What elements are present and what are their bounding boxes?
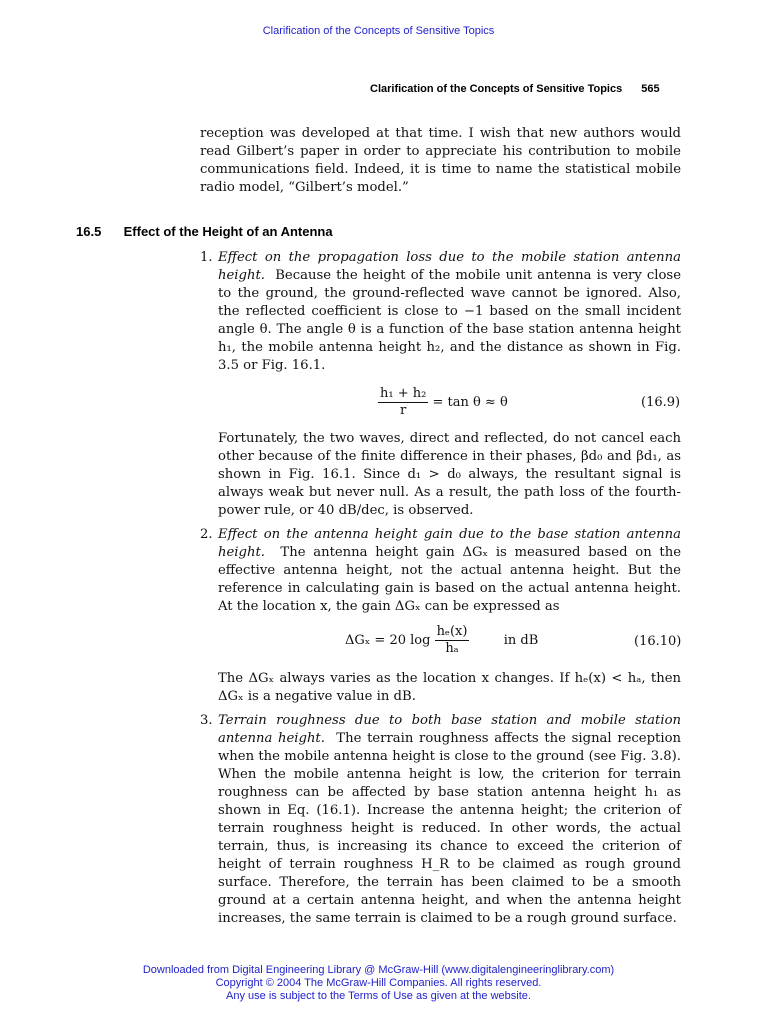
item-text: The terrain roughness affects the signal reception when the mobile antenna height is close to the ground (see Fig. 3.8). When the mobile antenna height is low, the criterion for terrain roughness can be affected by base station antenna height h₁ as shown in Eq. (16.1). Increase the antenna height; the criterion of terrain roughness height is reduced. In other words, the actual terrain, thus, is increasing its chance to exceed the criterion of height of terrain roughness H_R to be claimed as rough ground surface. Therefore, the terrain has been claimed to be a smooth ground at a certain antenna height, and when the antenna height increases, the same terrain is claimed to be a rough ground surface. [218,731,682,926]
item-marker: 1. [200,250,213,265]
equation-16-10 [345,624,538,657]
item-title: Terrain roughness due to both base station and mobile station antenna height. [218,713,681,746]
section-title: Effect of the Height of an Antenna [123,224,333,239]
denominator: hₐ [445,641,459,656]
footer [0,964,757,1003]
item-after-text: The ΔGₓ always varies as the location x changes. If hₑ(x) < hₐ, then ΔGₓ is a negative value in dB. [218,671,681,704]
item-title: Effect on the propagation loss due to the mobile station antenna height. [218,250,681,283]
top-link[interactable]: Clarification of the Concepts of Sensitive Topics [262,25,495,37]
equation-rhs: = tan θ ≈ θ [432,395,508,410]
item-text: The antenna height gain ΔGₓ is measured based on the effective antenna height, not the actual antenna height. But the reference in calculating gain is based on the actual antenna height. At the location x, the gain ΔGₓ can be expressed as [218,545,682,614]
item-text: Because the height of the mobile unit antenna is very close to the ground, the ground-reflected wave cannot be ignored. Also, the reflected coefficient is close to −1 based on the small incident angle θ. The angle θ is a function of the base station antenna height h₁, the mobile antenna height h₂, and the distance as shown in Fig. 3.5 or Fig. 16.1. [218,268,682,373]
list-item-1 [200,249,681,375]
intro-text: reception was developed at that time. I wish that new authors would read Gilbert’s paper in order to appreciate his contribution to mobile communications field. Indeed, it is time to name the statistical mobile radio model, “Gilbert’s model.” [200,126,681,195]
list-item-1-continued [200,430,681,520]
item-body [218,249,681,375]
item-marker: 3. [200,713,213,728]
numerator: h₁ + h₂ [380,386,427,401]
equation-number: (16.10) [634,634,682,649]
item-marker: 2. [200,527,213,542]
equation-unit: in dB [503,633,539,648]
list-item-3 [200,712,681,928]
intro-paragraph [200,125,681,197]
item-title: Effect on the antenna height gain due to the base station antenna height. [218,527,681,560]
section-number: 16.5 [76,224,102,239]
denominator: r [400,403,407,418]
footer-download-link[interactable]: Downloaded from Digital Engineering Library @ McGraw-Hill (www.digitalengineeringlibrary.com) [142,964,615,976]
running-title: Clarification of the Concepts of Sensitive Topics [370,83,623,95]
running-head [370,83,660,95]
footer-terms-link[interactable]: Any use is subject to the Terms of Use as given at the website. [226,990,531,1002]
list-item-2 [200,526,681,616]
section-heading [76,224,333,239]
equation-number: (16.9) [641,395,681,410]
page-number: 565 [641,83,660,95]
list-item-2-continued [200,670,681,706]
fraction [378,386,428,419]
fraction [435,624,470,657]
numerator: hₑ(x) [436,624,468,639]
item-after-text: Fortunately, the two waves, direct and reflected, do not cancel each other because of the finite difference in their phases, βd₀ and βd₁, as shown in Fig. 16.1. Since d₁ > d₀ always, the resultant signal is always weak but never null. As a result, the path loss of the fourth-power rule, or 40 dB/dec, is observed. [218,431,681,518]
equation-16-9 [378,386,508,419]
equation-lhs: ΔGₓ = 20 log [345,633,431,648]
item-body [218,712,681,928]
footer-copyright: Copyright © 2004 The McGraw-Hill Companies. All rights reserved. [215,977,542,989]
item-body [218,526,681,616]
